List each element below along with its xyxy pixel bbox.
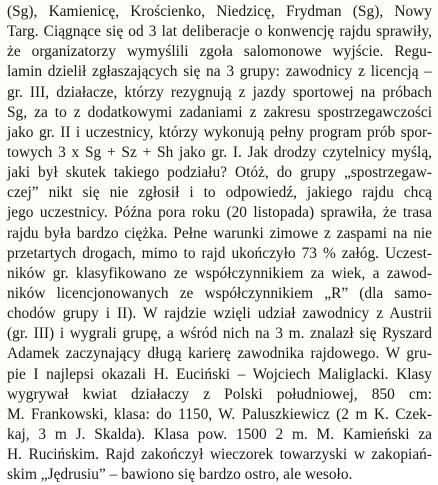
text-line: rajdu była bardzo ciężka. Pełne warunki zimowe z zaspami na nie — [7, 224, 432, 242]
text-line: (gr. III) i wygrali grupę, a wśród nich na 3 m. znalazł się Ryszard — [7, 325, 432, 343]
text-line: że organizatorzy wymyślili zgoła salomonowe wyjście. Regu- — [7, 43, 432, 61]
text-line: wygrywał kwiat działaczy z Polski południowej, 850 cm: — [7, 385, 432, 403]
text-line: Targ. Ciągnące się od 3 lat deliberacje o konwencję rajdu sprawiły, — [7, 23, 432, 41]
text-line: kaj, 3 m J. Skalda). Klasa pow. 1500 2 m. M. Kamieński za — [7, 425, 432, 443]
text-line: skim „Jędrusiu” – bawiono się bardzo ostro, ale wesoło. — [7, 466, 353, 484]
text-line: przetartych drogach, mimo to rajd ukończyło 73 % załóg. Uczest- — [7, 244, 432, 262]
text-line: towych 3 x Sg + Sz + Sh jako gr. I. Jak drodzy czytelnicy myślą, — [7, 143, 432, 161]
text-line: Sg, za to z dodatkowymi zadaniami z zakresu spostrzegawczości — [7, 103, 432, 121]
text-line: ników licencjonowanych ze współczynnikiem „R” (dla samo- — [7, 284, 432, 302]
text-line: jaki był skutek takiego podziału? Otóż, do grupy „spostrzegaw- — [7, 164, 432, 182]
text-line: jego uczestnicy. Późna pora roku (20 listopada) sprawiła, że trasa — [7, 204, 432, 222]
article-text — [7, 2, 432, 485]
text-line: lamin dzielił zgłaszających się na 3 grupy: zawodnicy z licencją – — [7, 63, 432, 81]
text-line: chodów grupy i II). W rajdzie wzięli udział zawodnicy z Austrii — [7, 305, 432, 323]
text-line: gr. III, działacze, którzy rezygnują z jazdy sportowej na próbach — [7, 83, 432, 101]
text-line: M. Frankowski, klasa: do 1150, W. Paluszkiewicz (2 m K. Czek- — [7, 405, 432, 423]
text-line: H. Rucińskim. Rajd zakończył wieczorek towarzyski w zakopiań- — [7, 446, 432, 464]
text-line: (Sg), Kamienicę, Krościenko, Niedzicę, Frydman (Sg), Nowy — [7, 3, 432, 20]
text-line: czej” nikt się nie zgłosił i to odpowiedź, jakiego rajdu chcą — [7, 184, 432, 202]
text-line: pie I najlepsi okazali H. Euciński – Wojciech Maliglacki. Klasy — [7, 365, 432, 383]
text-line: Adamek zaczynający długą karierę zawodnika rajdowego. W gru- — [7, 345, 432, 363]
text-line: jako gr. II i uczestnicy, którzy wykonują pełny program prób spor- — [7, 123, 432, 141]
text-line: ników gr. klasyfikowano ze współczynnikiem za wiek, a zawod- — [7, 264, 432, 282]
